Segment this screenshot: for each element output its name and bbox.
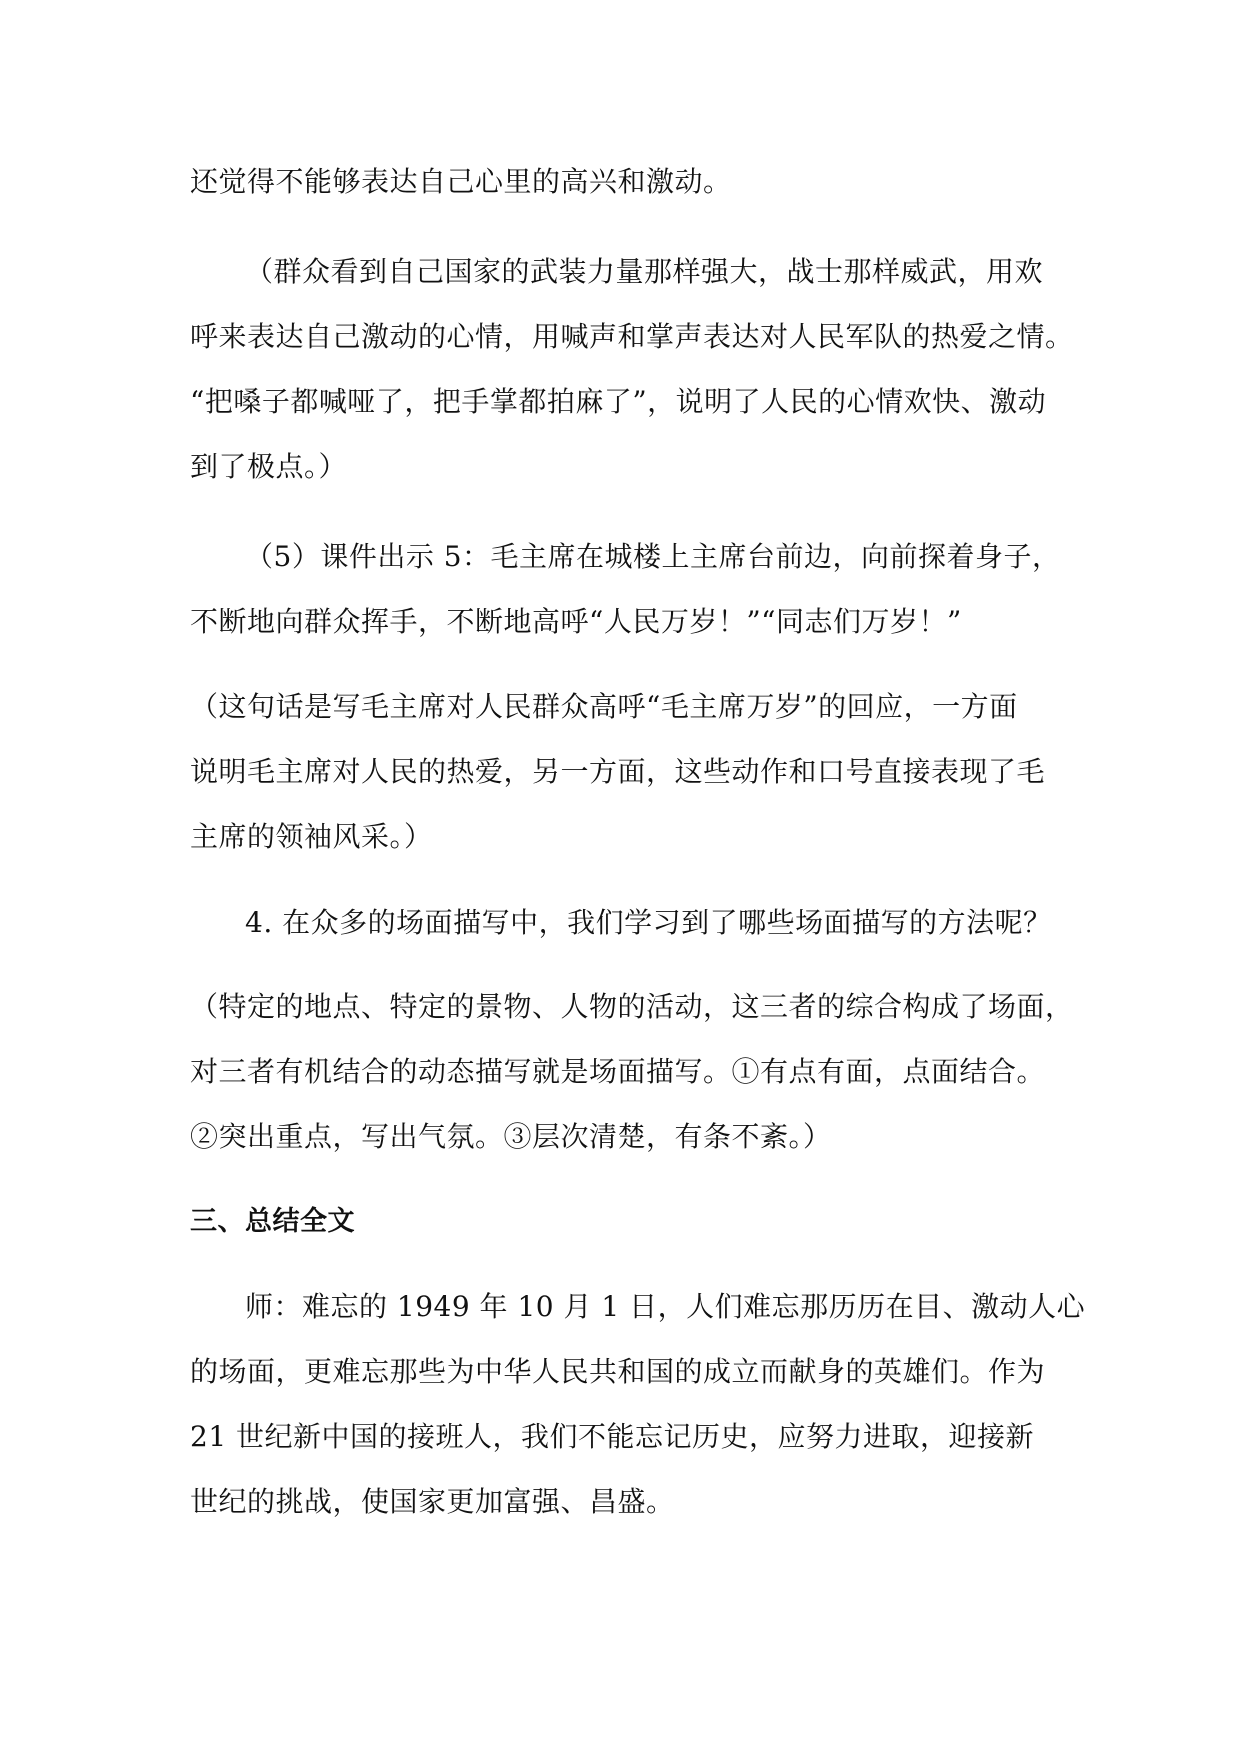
text-line: （5）课件出示 5：毛主席在城楼上主席台前边，向前探着身子， <box>245 540 1061 573</box>
text-line: 主席的领袖风采。） <box>190 820 433 853</box>
text-line: 4. 在众多的场面描写中，我们学习到了哪些场面描写的方法呢？ <box>245 906 1052 939</box>
text-line: 说明毛主席对人民的热爱，另一方面，这些动作和口号直接表现了毛 <box>190 755 1046 788</box>
text-line: 到了极点。） <box>190 450 348 483</box>
text-line: 的场面，更难忘那些为中华人民共和国的成立而献身的英雄们。作为 <box>190 1355 1046 1388</box>
text-line: 呼来表达自己激动的心情，用喊声和掌声表达对人民军队的热爱之情。 <box>190 320 1074 353</box>
text-line: 对三者有机结合的动态描写就是场面描写。①有点有面，点面结合。 <box>190 1055 1046 1088</box>
section-heading: 三、总结全文 <box>190 1206 355 1237</box>
text-line: （特定的地点、特定的景物、人物的活动，这三者的综合构成了场面， <box>190 990 1074 1023</box>
text-line: 师：难忘的 1949 年 10 月 1 日，人们难忘那历历在目、激动人心 <box>245 1290 1086 1323</box>
text-line: 世纪的挑战，使国家更加富强、昌盛。 <box>190 1485 675 1518</box>
text-line: ②突出重点，写出气氛。③层次清楚，有条不紊。） <box>190 1120 832 1153</box>
text-line: 21 世纪新中国的接班人，我们不能忘记历史，应努力进取，迎接新 <box>190 1420 1035 1453</box>
text-line: 还觉得不能够表达自己心里的高兴和激动。 <box>190 165 732 198</box>
text-line: （群众看到自己国家的武装力量那样强大，战士那样威武，用欢 <box>245 255 1044 288</box>
text-line: （这句话是写毛主席对人民群众高呼“毛主席万岁”的回应，一方面 <box>190 690 1018 723</box>
text-line: “把嗓子都喊哑了，把手掌都拍麻了”，说明了人民的心情欢快、激动 <box>190 385 1047 418</box>
text-line: 不断地向群众挥手，不断地高呼“人民万岁！”“同志们万岁！” <box>190 605 962 638</box>
